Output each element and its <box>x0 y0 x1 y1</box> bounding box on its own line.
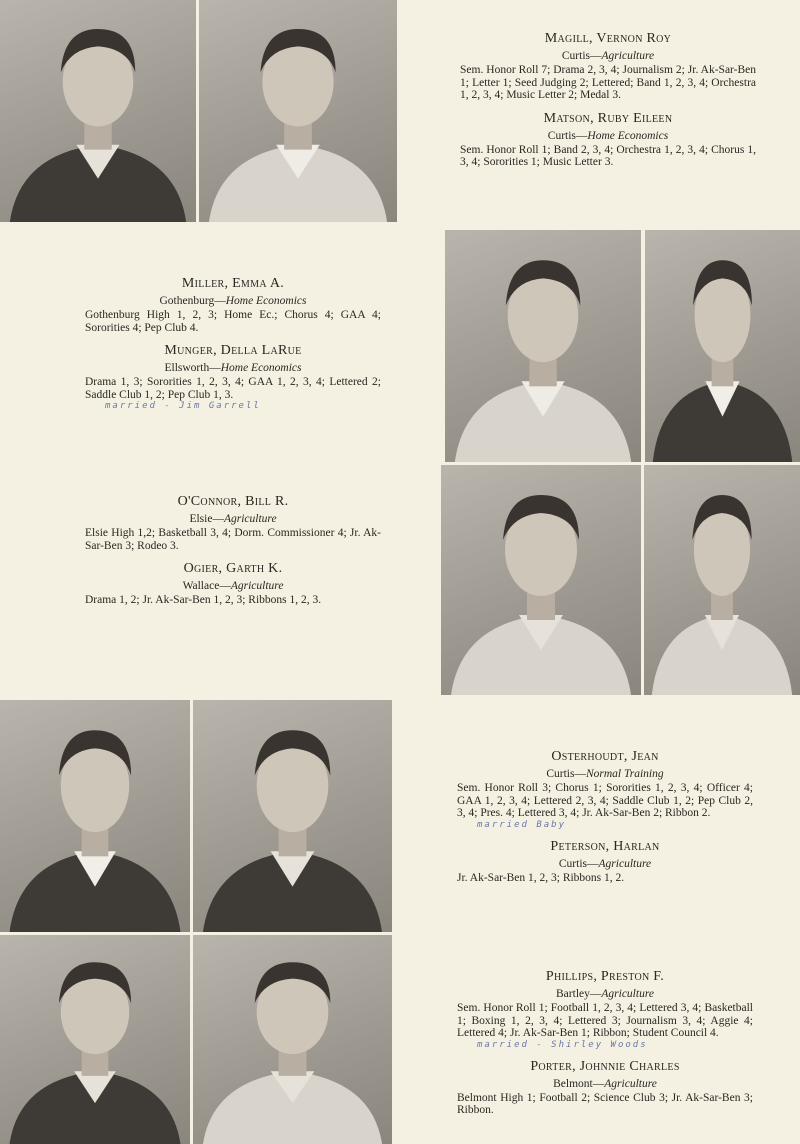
student-name: Peterson, Harlan <box>550 838 660 854</box>
student-name: Munger, Della LaRue <box>164 343 302 358</box>
portrait-silhouette <box>193 935 392 1144</box>
course: Agriculture <box>601 50 655 62</box>
hometown: Gothenburg <box>159 295 215 307</box>
activities: Jr. Ak-Sar-Ben 1, 2, 3; Ribbons 1, 2. <box>457 871 625 884</box>
bio-block-miller-munger <box>85 275 381 419</box>
hometown: Curtis <box>558 857 588 870</box>
portrait-silhouette <box>645 230 800 462</box>
portrait-silhouette <box>441 465 641 695</box>
student-entry <box>85 342 381 411</box>
portrait-photo-phillips <box>0 935 190 1144</box>
separator: — <box>574 768 586 780</box>
activities: Elsie High 1,2; Basketball 3, 4; Dorm. Commissioner 4; Jr. Ak-Sar-Ben 3; Rodeo 3. <box>85 527 381 552</box>
student-entry <box>460 110 756 169</box>
student-name: Miller, Emma A. <box>181 276 285 291</box>
portrait-photo-osterhoudt <box>0 700 190 932</box>
portrait-silhouette <box>0 0 196 222</box>
hometown-course <box>460 48 756 64</box>
hometown: Curtis <box>546 768 575 780</box>
student-entry <box>457 1058 753 1117</box>
portrait-silhouette <box>193 700 392 932</box>
course: Home Economics <box>587 129 669 142</box>
portrait-photo-porter <box>193 935 392 1144</box>
student-entry <box>85 560 381 607</box>
portrait-photo-matson <box>199 0 397 222</box>
course: Agriculture <box>230 580 284 592</box>
hometown-course <box>460 128 756 144</box>
course: Home Economics <box>225 295 307 307</box>
course: Agriculture <box>601 988 654 1000</box>
bio-block-phillips-porter <box>457 968 753 1125</box>
student-entry <box>457 748 753 830</box>
activities: Sem. Honor Roll 7; Drama 2, 3, 4; Journalism 2; Jr. Ak-Sar-Ben 1; Letter 1; Seed Judging 2; Lettered; Band 1, 2, 3, 4; Orchestra 1, 2, 3, 4; Music Letter 2; Medal 3. <box>460 64 756 101</box>
hometown-course <box>457 1076 753 1092</box>
student-name: O'Connor, Bill R. <box>177 494 289 509</box>
separator: — <box>219 580 231 592</box>
activities: Drama 1, 3; Sororities 1, 2, 3, 4; GAA 1, 2, 3, 4; Lettered 2; Saddle Club 1, 2; Pep Club 1, 3. <box>85 376 381 401</box>
course: Agriculture <box>598 857 652 870</box>
bio-block-magill-matson <box>460 30 756 177</box>
hometown: Curtis <box>547 129 576 142</box>
hometown-course <box>85 511 381 527</box>
hometown-course <box>85 293 381 309</box>
activities: Gothenburg High 1, 2, 3; Home Ec.; Chorus 4; GAA 4; Sororities 4; Pep Club 4. <box>85 309 381 334</box>
separator: — <box>587 857 599 870</box>
bio-block-oconnor-ogier <box>85 493 381 615</box>
hometown: Curtis <box>561 50 591 62</box>
portrait-silhouette <box>0 935 190 1144</box>
student-name: Phillips, Preston F. <box>545 969 665 984</box>
student-name: Matson, Ruby Eileen <box>543 110 673 126</box>
bio-block-osterhoudt-peterson <box>457 748 753 892</box>
course: Agriculture <box>604 1077 657 1090</box>
activities: Sem. Honor Roll 3; Chorus 1; Sororities 1, 2, 3, 4; Officer 4; GAA 1, 2, 3, 4; Lettered 2, 3, 4; Saddle Club 1, 2; Pep Club 2, 3, 4; Pres. 4; Lettered 3, 4; Jr. Ak-Sar-Ben 2; Ribbon 2. <box>457 782 753 819</box>
hometown: Bartley <box>556 988 590 1000</box>
student-entry <box>460 30 756 102</box>
student-name: Magill, Vernon Roy <box>544 31 672 46</box>
separator: — <box>592 1077 605 1090</box>
activities: Belmont High 1; Football 2; Science Club 3; Jr. Ak-Sar-Ben 3; Ribbon. <box>457 1091 753 1116</box>
handwritten-note: married Baby <box>477 819 567 830</box>
student-name: Osterhoudt, Jean <box>551 749 659 764</box>
separator: — <box>209 362 221 374</box>
portrait-photo-munger <box>645 230 800 462</box>
separator: — <box>214 295 226 307</box>
separator: — <box>212 513 224 525</box>
student-entry <box>457 968 753 1050</box>
hometown-course <box>85 578 381 594</box>
handwritten-note: married - Shirley Woods <box>477 1039 648 1050</box>
student-entry <box>85 275 381 334</box>
portrait-photo-ogier <box>644 465 800 695</box>
student-entry <box>457 838 753 885</box>
separator: — <box>575 129 588 142</box>
activities: Sem. Honor Roll 1; Band 2, 3, 4; Orchestra 1, 2, 3, 4; Chorus 1, 3, 4; Sororities 1; Music Letter 3. <box>460 143 756 168</box>
portrait-silhouette <box>0 700 190 932</box>
hometown: Belmont <box>553 1077 593 1090</box>
portrait-photo-oconnor <box>441 465 641 695</box>
hometown: Elsie <box>189 513 213 525</box>
separator: — <box>589 988 602 1000</box>
hometown-course <box>457 986 753 1002</box>
portrait-silhouette <box>445 230 641 462</box>
portrait-silhouette <box>644 465 800 695</box>
student-entry <box>85 493 381 552</box>
portrait-silhouette <box>199 0 397 222</box>
course: Home Economics <box>220 362 302 374</box>
activities: Drama 1, 2; Jr. Ak-Sar-Ben 1, 2, 3; Ribbons 1, 2, 3. <box>85 594 322 606</box>
activities: Sem. Honor Roll 1; Football 1, 2, 3, 4; Lettered 3, 4; Basketball 1; Boxing 1, 2, 3, 4; Lettered 3; Journalism 3, 4; Aggie 4; Lettered 4; Jr. Ak-Sar-Ben 1; Ribbon; Student Council 4. <box>457 1002 753 1039</box>
separator: — <box>590 50 602 62</box>
portrait-photo-peterson <box>193 700 392 932</box>
portrait-photo-miller <box>445 230 641 462</box>
portrait-photo-magill <box>0 0 196 222</box>
student-name: Ogier, Garth K. <box>183 561 283 576</box>
student-name: Porter, Johnnie Charles <box>530 1058 680 1074</box>
hometown-course <box>85 360 381 376</box>
course: Agriculture <box>223 513 277 525</box>
handwritten-note: married - Jim Garrell <box>105 401 261 411</box>
course: Normal Training <box>585 768 664 780</box>
hometown: Wallace <box>182 580 220 592</box>
hometown-course <box>457 766 753 782</box>
hometown-course <box>457 856 753 872</box>
hometown: Ellsworth <box>164 362 210 374</box>
